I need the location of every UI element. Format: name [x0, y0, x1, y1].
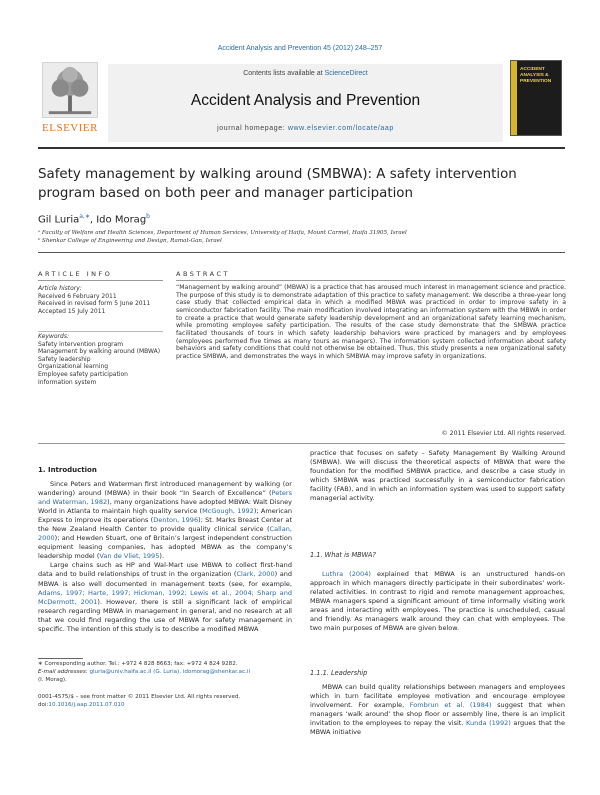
masthead-rule — [38, 147, 565, 149]
history-label: Article history: — [38, 285, 82, 292]
keyword-item: Management by walking around (MBWA) — [38, 348, 161, 356]
text-run: ) and MBWA is also well documented in management texts (see, for example, — [38, 570, 293, 588]
text-run: ); and Hewden Stuart, one of Britain’s largest independent construction equipment leasing companies, has adopted MBWA as the company’s leadership model ( — [38, 534, 292, 561]
citation-link[interactable]: Luthra (2004) — [322, 570, 371, 578]
right-column-bottom — [310, 683, 565, 737]
citation-link[interactable]: Peters and Waterman, 1982 — [38, 489, 292, 507]
citation-link[interactable]: Kunda (1992) — [466, 719, 511, 728]
contents-prefix: Contents lists available at — [243, 70, 325, 77]
citation-link[interactable]: Clark, 2000 — [236, 570, 275, 579]
introduction-heading: 1. Introduction — [38, 466, 97, 474]
received-date: Received 6 February 2011 — [38, 292, 117, 300]
keyword-item: Employee safety participation — [38, 370, 128, 378]
info-separator — [38, 331, 163, 332]
citation-link[interactable]: McGough, 1992 — [202, 507, 254, 516]
text-run: ), many organizations have adopted MBWA: Walt Disney World in Atlanta to maintain high quality service ( — [38, 498, 292, 516]
email-addresses[interactable]: gluria@univ.haifa.ac.il (G. Luria), idomorag@shenkar.ac.il — [89, 669, 251, 675]
email-note — [38, 669, 288, 676]
homepage-prefix: journal homepage: — [217, 125, 288, 132]
text-run: ); American Express to improve its operations ( — [38, 507, 292, 525]
text-run: suggest that when managers ‘walk around’ the shop floor or assembly line, there is an implicit invitation to the employees to repay the visit. — [310, 701, 565, 728]
cover-stripe — [511, 61, 517, 135]
text-run: argues that the MBWA initiative — [310, 719, 565, 737]
info-heading-rule — [38, 280, 163, 281]
intro-paragraph-1 — [38, 480, 292, 561]
journal-masthead — [38, 60, 564, 144]
author-separator: , — [89, 214, 97, 226]
doi-link[interactable]: 10.1016/j.aap.2011.07.010 — [48, 702, 125, 708]
journal-homepage — [108, 125, 503, 132]
keyword-item: Information system — [38, 378, 97, 386]
doi-line — [38, 702, 288, 709]
cover-title: ACCIDENT ANALYSIS & PREVENTION — [520, 67, 552, 84]
abstract-heading: ABSTRACT — [176, 270, 230, 278]
right-paragraph-1: practice that focuses on safety – Safety Management By Walking Around (SMBWA). We will discuss the theoretical aspects of MBWA that were the foundation for the modified SMBWA practice, and describe a case study in which SMBWA was practiced successfully in a semiconductor fabrication facility (FAB), and in which an information system was used to support safety managerial activity. — [310, 449, 565, 503]
article-info-heading: ARTICLE INFO — [38, 270, 113, 278]
author-line — [38, 213, 150, 225]
right-paragraph-3 — [310, 683, 565, 737]
homepage-link[interactable]: www.elsevier.com/locate/aap — [287, 125, 394, 132]
email-label: E-mail addresses: — [38, 669, 90, 675]
text-run: Large chains such as HP and Wal-Mart use MBWA to collect first-hand data and to build relationships of trust in the organization ( — [38, 561, 292, 579]
abstract-text: “Management by walking around” (MBWA) is a practice that has aroused much interest in management science and practice. The purpose of this study is to demonstrate adaptation of this practice to safety management. We describe a three-year long case study that collected empirical data in which a modified MBWA was practiced in order to improve safety in a semiconductor fabrication facility. The main modification involved integrating an information system with the MBWA in order to create a practice that would generate safety leadership development and an organizational safety learning mechanism, while promoting employee safety participation. The results of the case study demonstrate that the SMBWA practice facilitated thousands of tours in which safety leadership behaviors were practiced by managers and by employees (employees performed five times as many tours as managers). The information system collected information about safety behaviors and safety conditions that could not otherwise be obtained. Thus, this study presents a new organizational safety practice SMBWA, and demonstrates the ways in which SMBWA may improve safety in organizations. — [176, 284, 567, 360]
email-tail: (I. Morag). — [38, 677, 67, 683]
corresponding-author-note: ∗ Corresponding author. Tel.: +972 4 828 8663; fax: +972 4 824 9282. — [38, 661, 238, 667]
text-run: MBWA can build quality relationships between managers and employees which in turn facilitate employee motivation and encourage employee involvement. For example, — [310, 683, 565, 710]
subsection-what-is-mbwa: 1.1. What is MBWA? — [310, 551, 376, 559]
keyword-item: Organizational learning — [38, 363, 109, 371]
revised-date: Received in revised form 5 June 2011 — [38, 300, 151, 308]
citation-link[interactable]: Callan, 2000 — [38, 525, 292, 543]
author-luria[interactable]: Gil Luria — [38, 214, 80, 226]
abstract-heading-rule — [176, 280, 565, 281]
journal-header-box — [108, 64, 503, 142]
journal-title: Accident Analysis and Prevention — [190, 92, 421, 109]
text-run: ). However, there is still a significant lack of empirical research regarding MBWA in management in general, and no research at all that we could find regarding the use of MBWA for safety management in specific. The intention of this study is to describe a modified MBWA — [38, 597, 292, 633]
copyright-notice: © 2011 Elsevier Ltd. All rights reserved. — [441, 430, 566, 437]
author1-affiliation-marker[interactable]: a,∗ — [79, 213, 90, 220]
citation-link[interactable]: Van de Vliet, 1995 — [99, 552, 160, 561]
doi-prefix: doi: — [38, 702, 49, 708]
contents-line — [108, 70, 503, 77]
citation-link[interactable]: Adams, 1997; Harte, 1997; Hickman, 1992; Lewis et al., 2004; Sharp and McDermott, 2001 — [38, 588, 292, 606]
affiliation-b: ᵇ Shenkar College of Engineering and Design, Ramat-Gan, Israel — [38, 238, 222, 244]
author-morag[interactable]: Ido Morag — [96, 214, 147, 226]
article-title: Safety management by walking around (SMBWA): A safety intervention program based on both peer and manager participation — [38, 167, 517, 201]
keywords-label: Keywords: — [38, 333, 69, 340]
right-paragraph-2 — [310, 570, 565, 633]
right-column-mid — [310, 570, 565, 633]
journal-cover-thumbnail[interactable] — [510, 60, 562, 136]
abstract-divider — [38, 443, 565, 444]
right-column-top — [310, 449, 565, 503]
citation-link[interactable]: Fombrun et al. (1984) — [409, 701, 492, 710]
affiliation-a: ᵃ Faculty of Welfare and Health Sciences, Department of Human Services, University of Haifa, Mount Carmel, Haifa 31905, Israel — [38, 230, 407, 236]
elsevier-logo[interactable] — [38, 60, 102, 140]
text-run: ). — [159, 552, 165, 561]
issn-line: 0001-4575/$ – see front matter © 2011 Elsevier Ltd. All rights reserved. — [38, 694, 241, 700]
keyword-item: Safety intervention program — [38, 340, 124, 348]
tree-icon — [42, 62, 98, 118]
sciencedirect-link[interactable]: ScienceDirect — [324, 70, 368, 77]
intro-paragraph-2 — [38, 561, 292, 633]
subsection-leadership: 1.1.1. Leadership — [310, 669, 368, 677]
text-run: explained that MBWA is an unstructured hands-on approach in which managers directly participate in their subordinates’ work-related activities. In contrast to rigid and remote management approaches, MBWA managers spend a significant amount of time informally visiting work areas and interacting with employees. The practice is unscheduled, casual and friendly. As managers walk around they can chat with employees. The two main purposes of MBWA are given below. — [310, 570, 565, 633]
article-history — [38, 285, 163, 315]
keyword-item: Safety leadership — [38, 355, 91, 363]
text-run: Since Peters and Waterman first introduced management by walking (or wandering) around (MBWA) in their book “In Search of Excellence” ( — [38, 480, 292, 498]
keywords-block — [38, 333, 163, 386]
header-divider — [38, 252, 565, 253]
text-run: ); St. Marks Breast Center at the New Zealand Health Center to provide quality clinical service ( — [38, 516, 293, 534]
accepted-date: Accepted 15 July 2011 — [38, 307, 106, 315]
running-head[interactable]: Accident Analysis and Prevention 45 (2012) 248–257 — [217, 45, 383, 52]
footnote-rule — [38, 658, 83, 659]
left-column — [38, 480, 292, 634]
elsevier-wordmark: ELSEVIER — [42, 122, 98, 134]
citation-link[interactable]: Denton, 1996 — [153, 516, 199, 525]
author2-affiliation-marker[interactable]: b — [146, 213, 150, 220]
